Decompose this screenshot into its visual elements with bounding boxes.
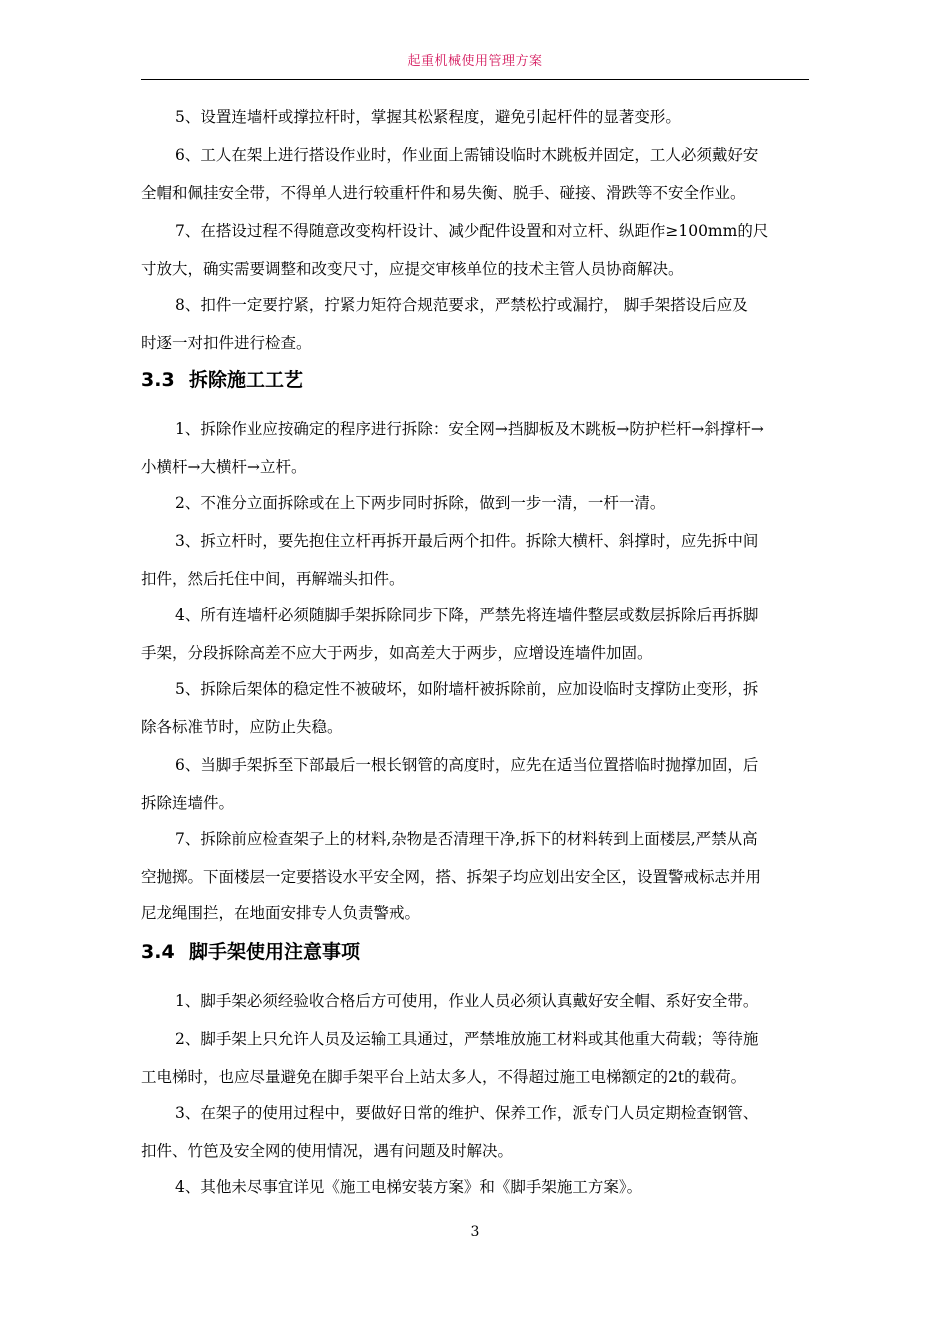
paragraph-line: 手架，分段拆除高差不应大于两步，如高差大于两步，应增设连墙件加固。 [141, 644, 653, 662]
paragraph-line: 3、在架子的使用过程中，要做好日常的维护、保养工作，派专门人员定期检查钢管、 [175, 1104, 759, 1122]
header-divider [141, 79, 809, 80]
section-title: 脚手架使用注意事项 [189, 941, 361, 963]
paragraph-line: 小横杆→大横杆→立杆。 [141, 458, 307, 476]
paragraph-line: 5、设置连墙杆或撑拉杆时，掌握其松紧程度，避免引起杆件的显著变形。 [175, 108, 681, 126]
section-heading-3-4 [141, 940, 360, 964]
section-number: 3.4 [141, 941, 175, 963]
paragraph-line: 8、扣件一定要拧紧，拧紧力矩符合规范要求，严禁松拧或漏拧， 脚手架搭设后应及 [175, 296, 748, 314]
paragraph-line: 2、不准分立面拆除或在上下两步同时拆除，做到一步一清，一杆一清。 [175, 494, 666, 512]
paragraph-line: 全帽和佩挂安全带，不得单人进行较重杆件和易失衡、脱手、碰接、滑跌等不安全作业。 [141, 184, 746, 202]
page-header-title: 起重机械使用管理方案 [407, 54, 543, 69]
paragraph-line: 6、当脚手架拆至下部最后一根长钢管的高度时，应先在适当位置搭临时抛撑加固，后 [175, 756, 759, 774]
section-heading-3-3 [141, 368, 303, 392]
paragraph-line: 拆除连墙件。 [141, 794, 235, 812]
paragraph-line: 3、拆立杆时，要先抱住立杆再拆开最后两个扣件。拆除大横杆、斜撑时，应先拆中间 [175, 532, 759, 550]
section-title: 拆除施工工艺 [189, 369, 304, 391]
paragraph-line: 1、脚手架必须经验收合格后方可使用，作业人员必须认真戴好安全帽、系好安全带。 [175, 992, 759, 1010]
paragraph-line: 时逐一对扣件进行检查。 [141, 334, 312, 352]
paragraph-line: 尼龙绳围拦，在地面安排专人负责警戒。 [141, 904, 421, 922]
paragraph-line: 寸放大，确实需要调整和改变尺寸，应提交审核单位的技术主管人员协商解决。 [141, 260, 684, 278]
paragraph-line: 7、在搭设过程不得随意改变构杆设计、减少配件设置和对立杆、纵距作≥100mm的尺 [175, 222, 769, 240]
paragraph-line: 5、拆除后架体的稳定性不被破坏，如附墙杆被拆除前，应加设临时支撑防止变形，拆 [175, 680, 759, 698]
paragraph-line: 4、所有连墙杆必须随脚手架拆除同步下降，严禁先将连墙件整层或数层拆除后再拆脚 [175, 606, 759, 624]
paragraph-line: 扣件、竹笆及安全网的使用情况，遇有问题及时解决。 [141, 1142, 514, 1160]
paragraph-line: 除各标准节时，应防止失稳。 [141, 718, 343, 736]
paragraph-line: 7、拆除前应检查架子上的材料,杂物是否清理干净,拆下的材料转到上面楼层,严禁从高 [175, 830, 758, 848]
section-number: 3.3 [141, 369, 175, 391]
page-number: 3 [470, 1224, 480, 1240]
paragraph-line: 扣件，然后托住中间，再解端头扣件。 [141, 570, 405, 588]
paragraph-line: 工电梯时，也应尽量避免在脚手架平台上站太多人，不得超过施工电梯额定的2t的载荷。 [141, 1068, 747, 1086]
paragraph-line: 6、工人在架上进行搭设作业时，作业面上需铺设临时木跳板并固定，工人必须戴好安 [175, 146, 759, 164]
paragraph-line: 2、脚手架上只允许人员及运输工具通过，严禁堆放施工材料或其他重大荷载；等待施 [175, 1030, 759, 1048]
paragraph-line: 空抛掷。下面楼层一定要搭设水平安全网，搭、拆架子均应划出安全区，设置警戒标志并用 [141, 868, 762, 886]
paragraph-line: 4、其他未尽事宜详见《施工电梯安装方案》和《脚手架施工方案》。 [175, 1178, 643, 1196]
paragraph-line: 1、拆除作业应按确定的程序进行拆除：安全网→挡脚板及木跳板→防护栏杆→斜撑杆→ [175, 420, 764, 438]
